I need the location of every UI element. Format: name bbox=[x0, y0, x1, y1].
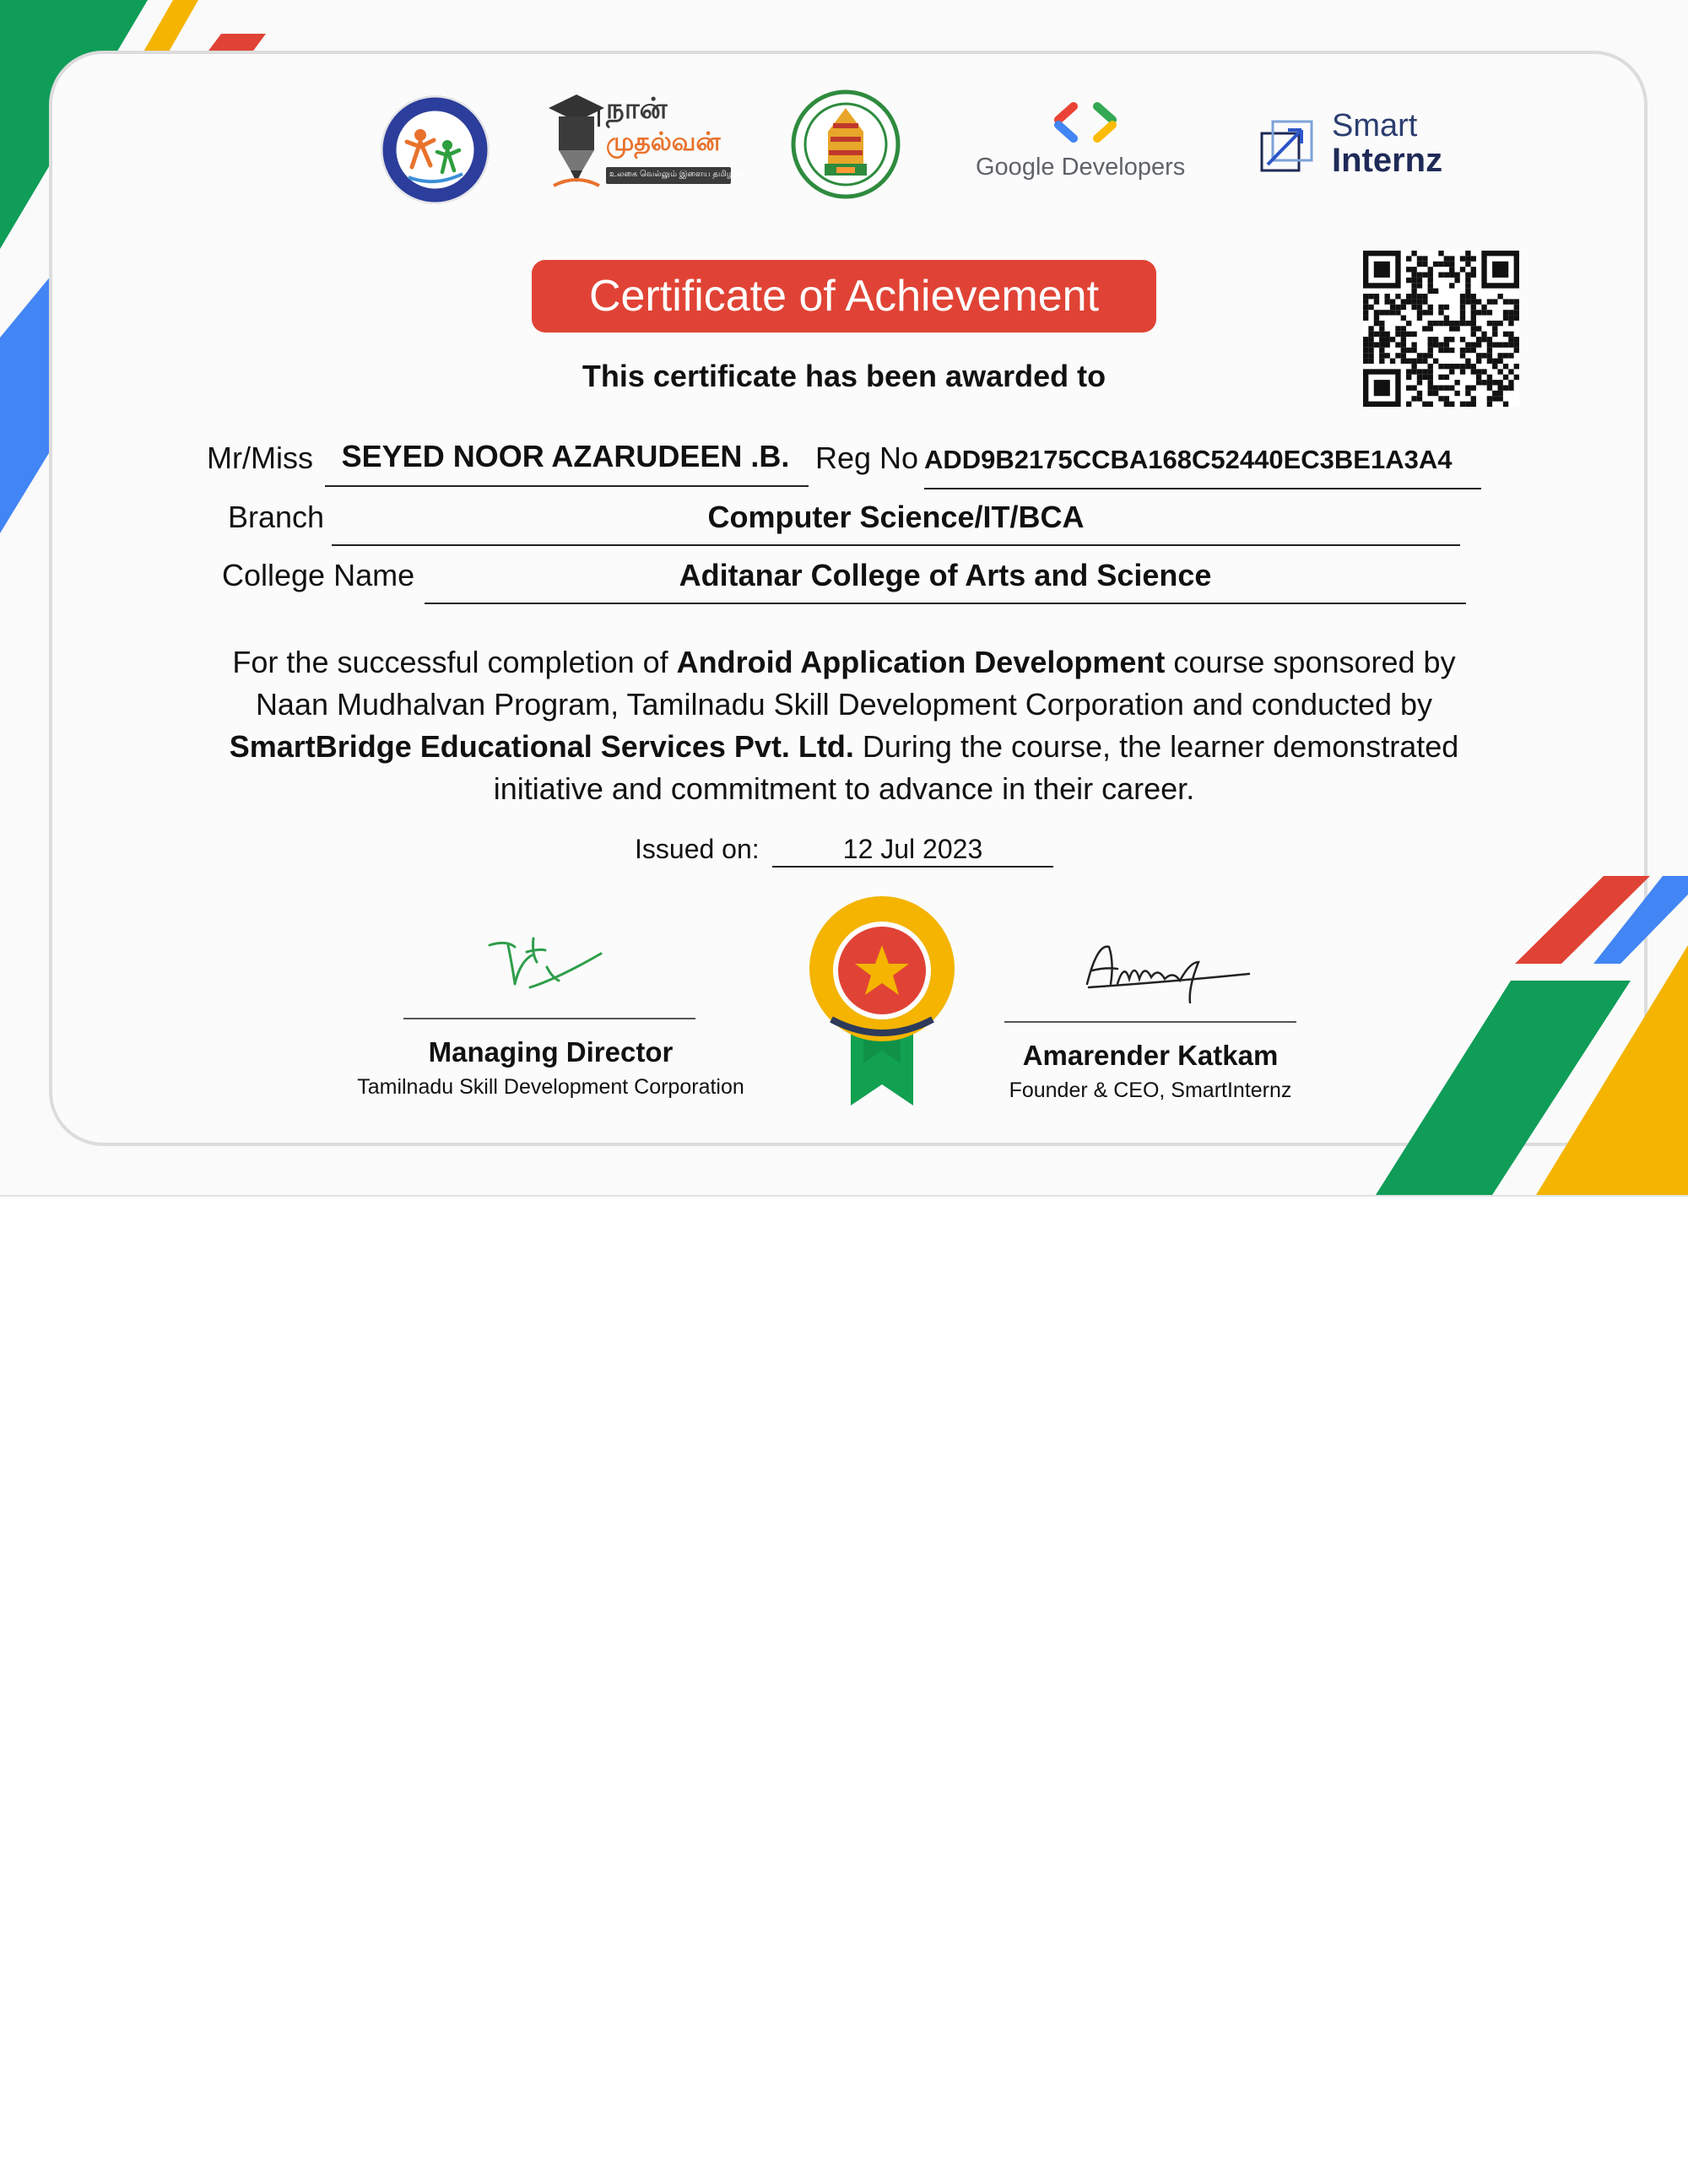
branch-label: Branch bbox=[228, 500, 325, 534]
branch-value: Computer Science/IT/BCA bbox=[707, 500, 1085, 534]
naan-mudhalvan-logo bbox=[547, 93, 746, 198]
qr-code-icon bbox=[1363, 251, 1519, 407]
body-text-5: initiative and commitment to advance in their career. bbox=[493, 771, 1195, 806]
smart-word: Smart bbox=[1332, 108, 1418, 143]
certificate-title: Certificate of Achievement bbox=[588, 272, 1100, 321]
smartinternz-arrow-icon bbox=[1259, 118, 1315, 174]
course-name: Android Application Development bbox=[676, 645, 1166, 679]
college-underline bbox=[425, 603, 1466, 604]
naan-line2: முதல்வன் bbox=[606, 128, 721, 156]
founder-signature bbox=[1080, 937, 1266, 1004]
google-developers-text: Google Developers bbox=[976, 154, 1186, 181]
recipient-name: SEYED NOOR AZARUDEEN .B. bbox=[341, 439, 790, 473]
issued-underline bbox=[772, 866, 1053, 868]
google-developers-chevrons-icon bbox=[1048, 101, 1124, 143]
body-text-2: course sponsored by bbox=[1165, 645, 1456, 679]
smartinternz-logo bbox=[1259, 108, 1479, 184]
award-badge bbox=[809, 896, 955, 1041]
reg-label: Reg No bbox=[815, 441, 919, 475]
name-underline bbox=[325, 485, 809, 487]
awarded-to-text: This certificate has been awarded to bbox=[582, 359, 1106, 393]
left-signatory-org: Tamilnadu Skill Development Corporation bbox=[357, 1075, 744, 1099]
issued-label: Issued on: bbox=[635, 834, 760, 864]
left-signatory-title: Managing Director bbox=[428, 1036, 674, 1068]
college-label: College Name bbox=[222, 558, 415, 592]
naan-line1: நான் bbox=[606, 93, 668, 125]
google-developers-logo bbox=[971, 101, 1207, 194]
body-paragraph bbox=[127, 641, 1561, 810]
corner-stripes-bottom-right bbox=[1376, 869, 1688, 1195]
internz-word: Internz bbox=[1332, 142, 1443, 179]
award-ribbon-icon bbox=[806, 895, 958, 1110]
right-signatory-org: Founder & CEO, SmartInternz bbox=[1009, 1078, 1292, 1102]
college-value: Aditanar College of Arts and Science bbox=[679, 558, 1212, 592]
body-text-1: For the successful completion of bbox=[232, 645, 677, 679]
reg-number: ADD9B2175CCBA168C52440EC3BE1A3A4 bbox=[924, 445, 1453, 474]
company-name: SmartBridge Educational Services Pvt. Ltd. bbox=[229, 729, 854, 764]
right-signature-line bbox=[1004, 1021, 1296, 1023]
branch-underline bbox=[332, 544, 1460, 546]
name-label: Mr/Miss bbox=[207, 441, 313, 475]
right-signatory-name: Amarender Katkam bbox=[1022, 1040, 1279, 1071]
reg-underline bbox=[924, 488, 1481, 489]
body-text-4: During the course, the learner demonstrated bbox=[853, 729, 1459, 764]
naan-tagline: உலகை வெல்லும் இளைய தமிழகம் bbox=[609, 170, 746, 179]
tnsdc-logo bbox=[378, 93, 492, 207]
managing-director-signature bbox=[481, 928, 616, 996]
issued-date: 12 Jul 2023 bbox=[842, 834, 983, 864]
certificate-title-banner bbox=[532, 260, 1156, 332]
left-signature-line bbox=[403, 1018, 695, 1019]
tn-govt-emblem bbox=[791, 89, 901, 199]
body-text-3: Naan Mudhalvan Program, Tamilnadu Skill Development Corporation and conducted by bbox=[255, 687, 1433, 722]
